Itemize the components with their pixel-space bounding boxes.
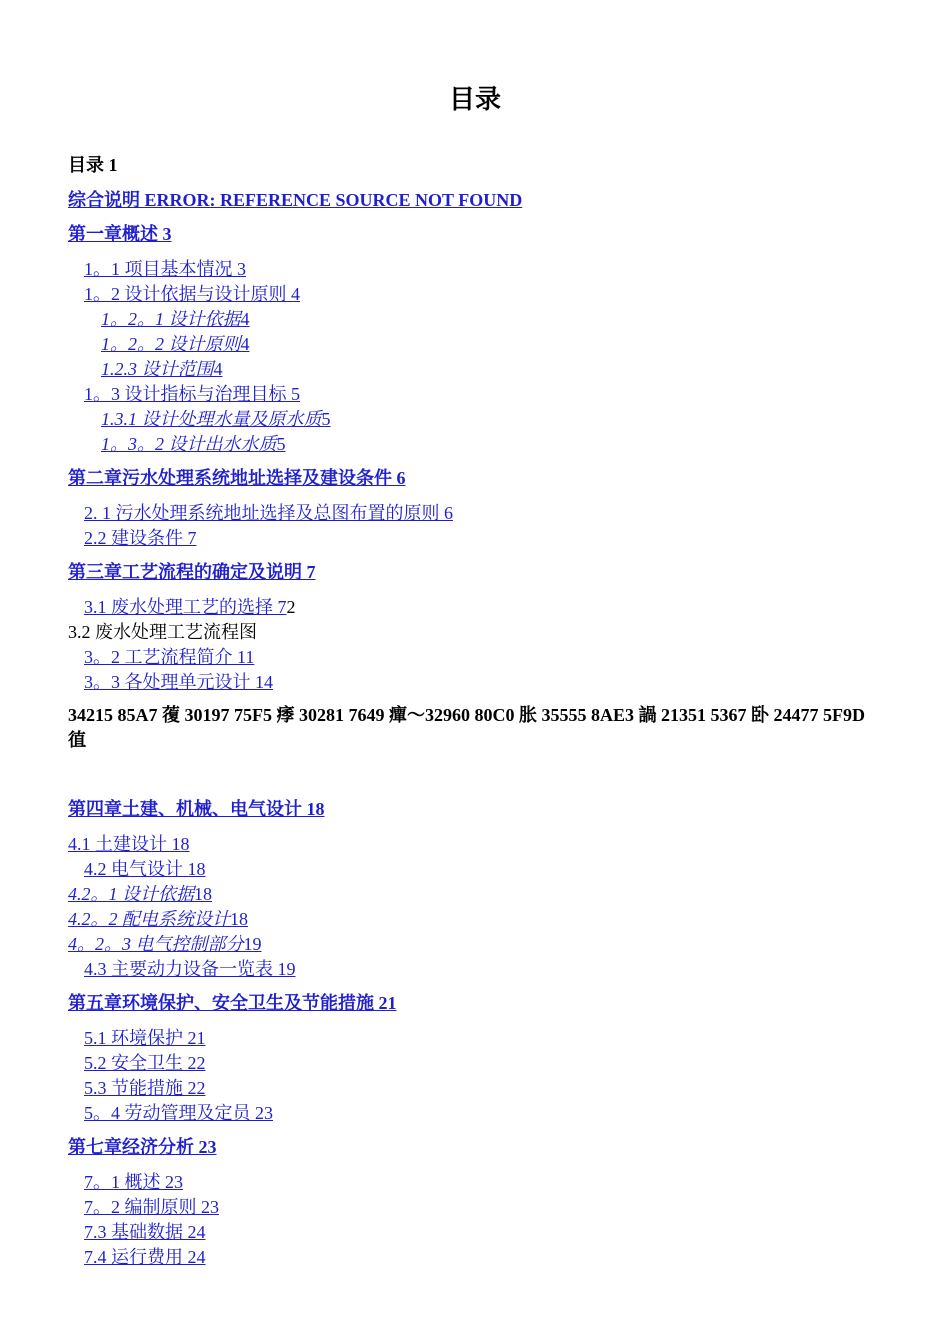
toc-link-1-2-2-title: 1。2。2 设计原则	[101, 334, 241, 354]
toc-link-4-1[interactable]: 4.1 土建设计 18	[68, 834, 190, 854]
toc-link-4-2-2-page: 18	[230, 909, 248, 929]
page-title: 目录	[448, 85, 501, 115]
toc-link-1-3-1-page: 5	[321, 409, 331, 429]
toc-link-4-2-1[interactable]	[68, 884, 212, 904]
toc-link-1-3-2-page: 5	[276, 434, 286, 454]
toc-link-1-2-1-title: 1。2。1 设计依据	[101, 309, 241, 329]
toc-link-1-2-1-page: 4	[240, 309, 250, 329]
toc-link-4-2-2-title: 4.2。2 配电系统设计	[68, 909, 230, 929]
toc-link-4-3[interactable]: 4.3 主要动力设备一览表 19	[84, 959, 296, 979]
toc-text-3-2-figure: 3.2 废水处理工艺流程图	[68, 622, 257, 642]
toc-link-1-3-2-title: 1。3。2 设计出水水质	[101, 434, 277, 454]
toc-link-5-2[interactable]: 5.2 安全卫生 22	[84, 1053, 206, 1073]
toc-link-4-2-2[interactable]	[68, 909, 248, 929]
toc-link-summary[interactable]: 综合说明 ERROR: REFERENCE SOURCE NOT FOUND	[68, 190, 523, 210]
toc-link-chapter-5[interactable]: 第五章环境保护、安全卫生及节能措施 21	[68, 993, 397, 1013]
toc-link-4-2[interactable]: 4.2 电气设计 18	[84, 859, 206, 879]
toc-link-3-3[interactable]: 3。3 各处理单元设计 14	[84, 672, 273, 692]
toc-link-chapter-1[interactable]: 第一章概述 3	[68, 224, 172, 244]
toc-link-1-3-1-title: 1.3.1 设计处理水量及原水质	[101, 409, 322, 429]
toc-link-1-3[interactable]: 1。3 设计指标与治理目标 5	[84, 384, 300, 404]
toc-link-7-3[interactable]: 7.3 基础数据 24	[84, 1222, 206, 1242]
toc-stray-text: 2	[286, 597, 296, 617]
toc-link-5-1[interactable]: 5.1 环境保护 21	[84, 1028, 206, 1048]
toc-link-4-2-3[interactable]	[68, 934, 262, 954]
toc-link-1-2-3-title: 1.2.3 设计范围	[101, 359, 214, 379]
toc-link-1-2[interactable]: 1。2 设计依据与设计原则 4	[84, 284, 300, 304]
toc-link-2-1[interactable]: 2. 1 污水处理系统地址选择及总图布置的原则 6	[84, 503, 453, 523]
toc-header: 目录 1	[68, 155, 118, 175]
toc-link-2-2[interactable]: 2.2 建设条件 7	[84, 528, 197, 548]
toc-link-chapter-2[interactable]: 第二章污水处理系统地址选择及建设条件 6	[68, 468, 406, 488]
toc-link-1-2-3[interactable]	[101, 359, 223, 379]
toc-link-4-2-1-title: 4.2。1 设计依据	[68, 884, 194, 904]
toc-link-1-3-2[interactable]	[101, 434, 286, 454]
toc-link-4-2-3-title: 4。2。3 电气控制部分	[68, 934, 244, 954]
toc-link-5-3[interactable]: 5.3 节能措施 22	[84, 1078, 206, 1098]
garbled-text-block: 34215 85A7 蕧 30197 75F5 痵 30281 7649 癉～32960 80C0 胀 35555 8AE3 諣 21351 5367 卧 24477 5F9D 徝	[68, 705, 865, 750]
toc-link-7-4[interactable]: 7.4 运行费用 24	[84, 1247, 206, 1267]
toc-link-1-2-2[interactable]	[101, 334, 250, 354]
toc-link-4-2-3-page: 19	[243, 934, 262, 954]
toc-link-7-1[interactable]: 7。1 概述 23	[84, 1172, 183, 1192]
toc-link-chapter-7[interactable]: 第七章经济分析 23	[68, 1137, 217, 1157]
toc-link-7-2[interactable]: 7。2 编制原则 23	[84, 1197, 219, 1217]
toc-link-1-3-1[interactable]	[101, 409, 331, 429]
toc-link-3-1[interactable]: 3.1 废水处理工艺的选择 7	[84, 597, 287, 617]
toc-link-3-2[interactable]: 3。2 工艺流程简介 11	[84, 647, 255, 667]
toc-link-chapter-3[interactable]: 第三章工艺流程的确定及说明 7	[68, 562, 316, 582]
toc-link-1-2-1[interactable]	[101, 309, 250, 329]
toc-link-4-2-1-page: 18	[194, 884, 212, 904]
toc-link-1-2-2-page: 4	[240, 334, 250, 354]
toc-link-1-2-3-page: 4	[213, 359, 223, 379]
toc-link-5-4[interactable]: 5。4 劳动管理及定员 23	[84, 1103, 273, 1123]
toc-link-1-1[interactable]: 1。1 项目基本情况 3	[84, 259, 246, 279]
toc-link-chapter-4[interactable]: 第四章土建、机械、电气设计 18	[68, 799, 325, 819]
